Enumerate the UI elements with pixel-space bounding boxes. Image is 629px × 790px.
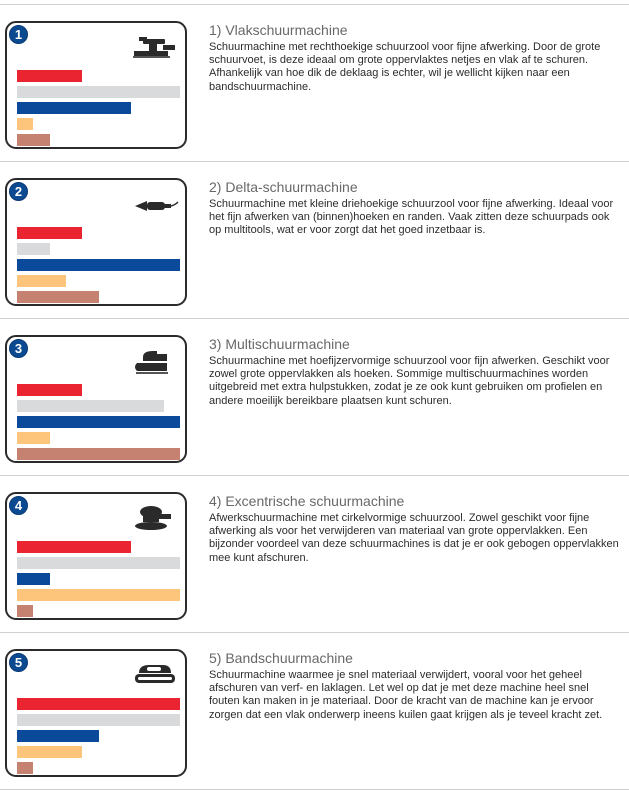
rating-bar-yellow <box>17 432 50 444</box>
item-text <box>209 335 621 408</box>
item-description: Schuurmachine met kleine driehoekige schuurzool voor fijne afwerking. Ideaal voor het fijn afwerken van (binnen)hoeken en randen. Vaak zitten deze schuurpads ook op multitools, wat er voor zorgt dat het goed inzetbaar is. <box>209 198 614 237</box>
rating-card <box>5 649 187 777</box>
rating-card <box>5 21 187 149</box>
rating-bars <box>17 384 180 464</box>
rating-bar-brown <box>17 291 99 303</box>
rating-bar-red <box>17 384 82 396</box>
multi-sander-icon <box>133 347 179 377</box>
rating-card <box>5 335 187 463</box>
rating-bar-brown <box>17 605 33 617</box>
item-description: Schuurmachine met rechthoekige schuurzool voor fijne afwerking. Door de grote schuurvoet, is deze ideaal om grote oppervlaktes netjes en vlak af te schuren. Afhankelijk van hoe dik de deklaag is echter, wil je wellicht kijken naar een bandschuurmachine. <box>209 41 601 93</box>
rating-bar-blue <box>17 416 180 428</box>
list-item <box>0 633 629 790</box>
item-title: 3) Multischuurmachine <box>209 336 350 352</box>
rating-bar-brown <box>17 448 180 460</box>
rating-bar-red <box>17 70 82 82</box>
orbital-sheet-sander-icon <box>133 33 179 63</box>
rating-bar-blue <box>17 259 180 271</box>
rating-bar-grey <box>17 243 50 255</box>
list-item <box>0 476 629 633</box>
rating-bar-grey <box>17 714 180 726</box>
rating-bar-yellow <box>17 589 180 601</box>
number-badge: 4 <box>9 496 28 515</box>
item-text <box>209 492 621 565</box>
rating-bar-grey <box>17 400 164 412</box>
rating-bar-red <box>17 541 131 553</box>
item-text <box>209 21 621 94</box>
item-title: 2) Delta-schuurmachine <box>209 179 358 195</box>
rating-bar-yellow <box>17 746 82 758</box>
number-badge: 1 <box>9 25 28 44</box>
rating-card <box>5 492 187 620</box>
rating-bars <box>17 70 180 150</box>
item-title: 1) Vlakschuurmachine <box>209 22 348 38</box>
rating-bar-blue <box>17 102 131 114</box>
item-text <box>209 649 621 722</box>
rating-bars <box>17 698 180 778</box>
number-badge: 5 <box>9 653 28 672</box>
delta-sander-icon <box>133 190 179 220</box>
belt-sander-icon <box>133 661 179 691</box>
item-text <box>209 178 621 238</box>
rating-bars <box>17 227 180 307</box>
rating-bar-yellow <box>17 275 66 287</box>
item-title: 5) Bandschuurmachine <box>209 650 353 666</box>
rating-bar-brown <box>17 134 50 146</box>
rating-bar-yellow <box>17 118 33 130</box>
rating-bar-blue <box>17 730 99 742</box>
item-title: 4) Excentrische schuurmachine <box>209 493 405 509</box>
item-description: Schuurmachine waarmee je snel materiaal verwijdert, vooral voor het geheel afschuren van verf- en laklagen. Let wel op dat je met deze machine heel snel fouten kan maken in je materiaal. Door de kracht van de machine kan je ervoor zorgen dat een vlak onderwerp ineens kuilen gaat krijgen als je teveel kracht zet. <box>209 669 603 721</box>
rating-bars <box>17 541 180 621</box>
random-orbit-sander-icon <box>133 504 179 534</box>
list-item <box>0 319 629 476</box>
number-badge: 2 <box>9 182 28 201</box>
rating-card <box>5 178 187 306</box>
item-description: Afwerkschuurmachine met cirkelvormige schuurzool. Zowel geschikt voor fijne afwerking als voor het verwijderen van materiaal van grote oppervlakken. Een bijzonder voordeel van deze schuurmachines is dat je er ook gebogen oppervlakken mee kunt afschuren. <box>209 512 619 564</box>
rating-bar-grey <box>17 86 180 98</box>
rating-bar-brown <box>17 762 33 774</box>
list-item <box>0 5 629 162</box>
rating-bar-grey <box>17 557 180 569</box>
item-description: Schuurmachine met hoefijzervormige schuurzool voor fijn afwerken. Geschikt voor zowel grote oppervlakken als hoeken. Sommige multischuurmachines worden uitgebreid met extra hulpstukken, zodat je ze ook kunt gebruiken om profielen en andere moeilijk bereikbare plaatsen kunt schuren. <box>209 355 610 407</box>
rating-bar-red <box>17 698 180 710</box>
number-badge: 3 <box>9 339 28 358</box>
rating-bar-blue <box>17 573 50 585</box>
rating-bar-red <box>17 227 82 239</box>
sander-list <box>0 4 629 790</box>
list-item <box>0 162 629 319</box>
